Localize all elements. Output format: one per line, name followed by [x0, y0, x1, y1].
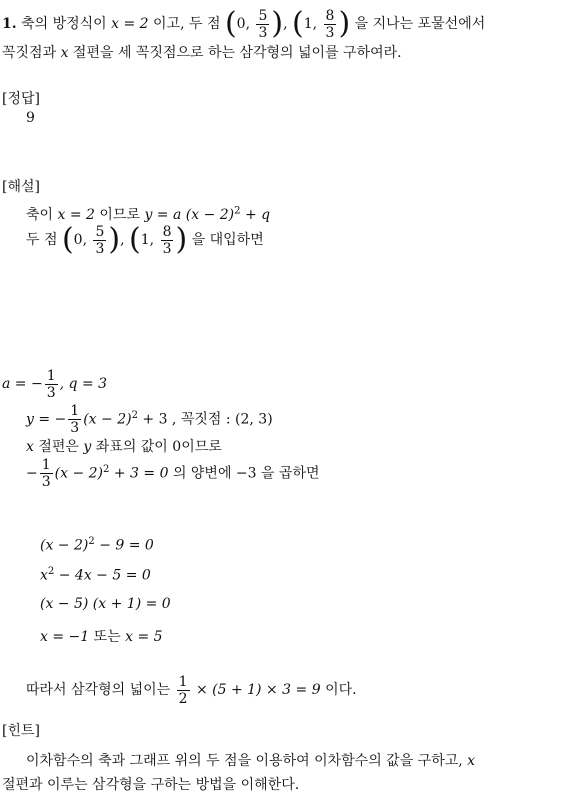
problem-text-c: 을 지나는 포물선에서 — [354, 16, 486, 32]
point2-fraction — [324, 8, 337, 41]
denominator: 3 — [46, 384, 56, 401]
problem-text-d: 꼭짓점과 — [2, 45, 57, 61]
equation: y = − — [26, 411, 67, 428]
fraction — [68, 403, 81, 436]
paren-open: ( — [224, 6, 237, 41]
paren-open: ( — [129, 222, 141, 257]
numerator: 1 — [41, 457, 51, 474]
problem-text-b: 이고, 두 점 — [153, 16, 221, 32]
exponent: 2 — [131, 410, 138, 421]
hint-line-2: 절편과 이루는 삼각형을 구하는 방법을 이해한다. — [2, 777, 300, 793]
minus: − — [26, 465, 38, 482]
point1-numerator: 5 — [258, 7, 268, 24]
solution-header: [해설] — [2, 179, 40, 195]
var-x: x — [26, 439, 34, 455]
text: 을 대입하면 — [191, 232, 264, 248]
text: 축이 — [26, 207, 54, 223]
point2-denominator: 3 — [325, 24, 335, 41]
paren-close: ) — [338, 6, 351, 41]
exponent: 2 — [103, 464, 110, 475]
hint-header: [힌트] — [2, 723, 40, 739]
equation: (x − 5) (x + 1) = 0 — [40, 596, 171, 612]
problem-line-2 — [2, 42, 402, 62]
equation-2 — [40, 566, 151, 584]
paren-open: ( — [61, 222, 74, 257]
paren-close: ) — [108, 222, 121, 257]
exponent: 2 — [234, 205, 241, 217]
denominator: 3 — [162, 240, 172, 257]
point1-denominator: 3 — [258, 24, 268, 41]
equation: (x − 2) — [40, 537, 89, 554]
equation: x = −1 — [40, 629, 90, 645]
denominator: 3 — [70, 420, 80, 437]
equation: + q — [244, 207, 271, 223]
solution-final — [26, 670, 357, 710]
var-y: y — [83, 439, 92, 455]
text: + 3 , 꼭짓점 : (2, 3) — [142, 411, 273, 428]
text: 따라서 삼각형의 넓이는 — [26, 682, 171, 698]
numerator: 1 — [46, 367, 56, 384]
equation: + 3 = 0 — [113, 465, 169, 482]
axis-equation: x = 2 — [111, 16, 149, 32]
paren-close: ) — [271, 6, 284, 41]
text: 이다. — [325, 682, 357, 698]
point2-x: 1, — [303, 16, 318, 32]
equation-4 — [40, 626, 163, 646]
comma: , — [283, 16, 288, 32]
solution-line-2 — [26, 220, 264, 260]
equation: a = − — [2, 376, 43, 392]
var-x: x — [60, 45, 69, 61]
solution-line-4 — [26, 398, 273, 437]
solution-line-6 — [26, 450, 320, 490]
exponent: 2 — [88, 536, 95, 547]
paren-open: ( — [292, 6, 304, 41]
numerator: 1 — [178, 673, 188, 690]
equation: x = 2 — [57, 207, 95, 223]
answer-value: 9 — [26, 110, 35, 126]
equation: , q = 3 — [59, 376, 108, 392]
text: 좌표의 값이 0이므로 — [95, 439, 222, 455]
point1-fraction — [256, 8, 269, 41]
equation: × (5 + 1) × 3 = 9 — [195, 682, 321, 698]
equation-1 — [40, 536, 154, 554]
point1-x: 0, — [73, 232, 88, 248]
comma: , — [120, 232, 125, 248]
problem-number: 1. — [2, 16, 17, 32]
answer-header: [정답] — [2, 91, 40, 107]
text: 의 양변에 −3 을 곱하면 — [172, 465, 320, 482]
equation: y = a (x − 2) — [144, 207, 235, 223]
numerator: 5 — [95, 223, 105, 240]
point2-fraction — [161, 224, 174, 257]
fraction — [45, 368, 58, 401]
problem-line-1 — [2, 4, 485, 44]
denominator: 3 — [95, 240, 105, 257]
text: 절편은 — [38, 439, 79, 455]
equation: − 9 = 0 — [99, 537, 154, 554]
problem-text-e: 절편을 세 꼭짓점으로 하는 삼각형의 넓이를 구하여라. — [72, 45, 402, 61]
paren-close: ) — [175, 222, 188, 257]
fraction — [177, 674, 190, 707]
denominator: 3 — [41, 474, 51, 491]
point1-fraction — [93, 224, 106, 257]
var-x: x — [467, 753, 476, 769]
equation: − 4x − 5 = 0 — [58, 567, 151, 584]
point2-numerator: 8 — [325, 7, 335, 24]
text: 이므로 — [99, 207, 140, 223]
hint-line-1 — [26, 750, 475, 770]
point2-x: 1, — [140, 232, 155, 248]
equation: x — [40, 567, 48, 584]
solution-result — [2, 366, 107, 402]
equation: x = 5 — [125, 629, 163, 645]
text: 이차함수의 축과 그래프 위의 두 점을 이용하여 이차함수의 값을 구하고, — [26, 753, 463, 769]
numerator: 1 — [70, 403, 80, 420]
point1-x: 0, — [236, 16, 251, 32]
denominator: 2 — [178, 690, 188, 707]
problem-text-a: 축의 방정식이 — [21, 16, 107, 32]
equation: (x − 2) — [83, 411, 132, 428]
equation: (x − 2) — [54, 465, 104, 482]
text: 또는 — [93, 629, 121, 645]
exponent: 2 — [47, 566, 55, 577]
numerator: 8 — [162, 223, 172, 240]
equation-3 — [40, 596, 171, 612]
fraction — [40, 457, 53, 490]
text: 두 점 — [26, 232, 58, 248]
